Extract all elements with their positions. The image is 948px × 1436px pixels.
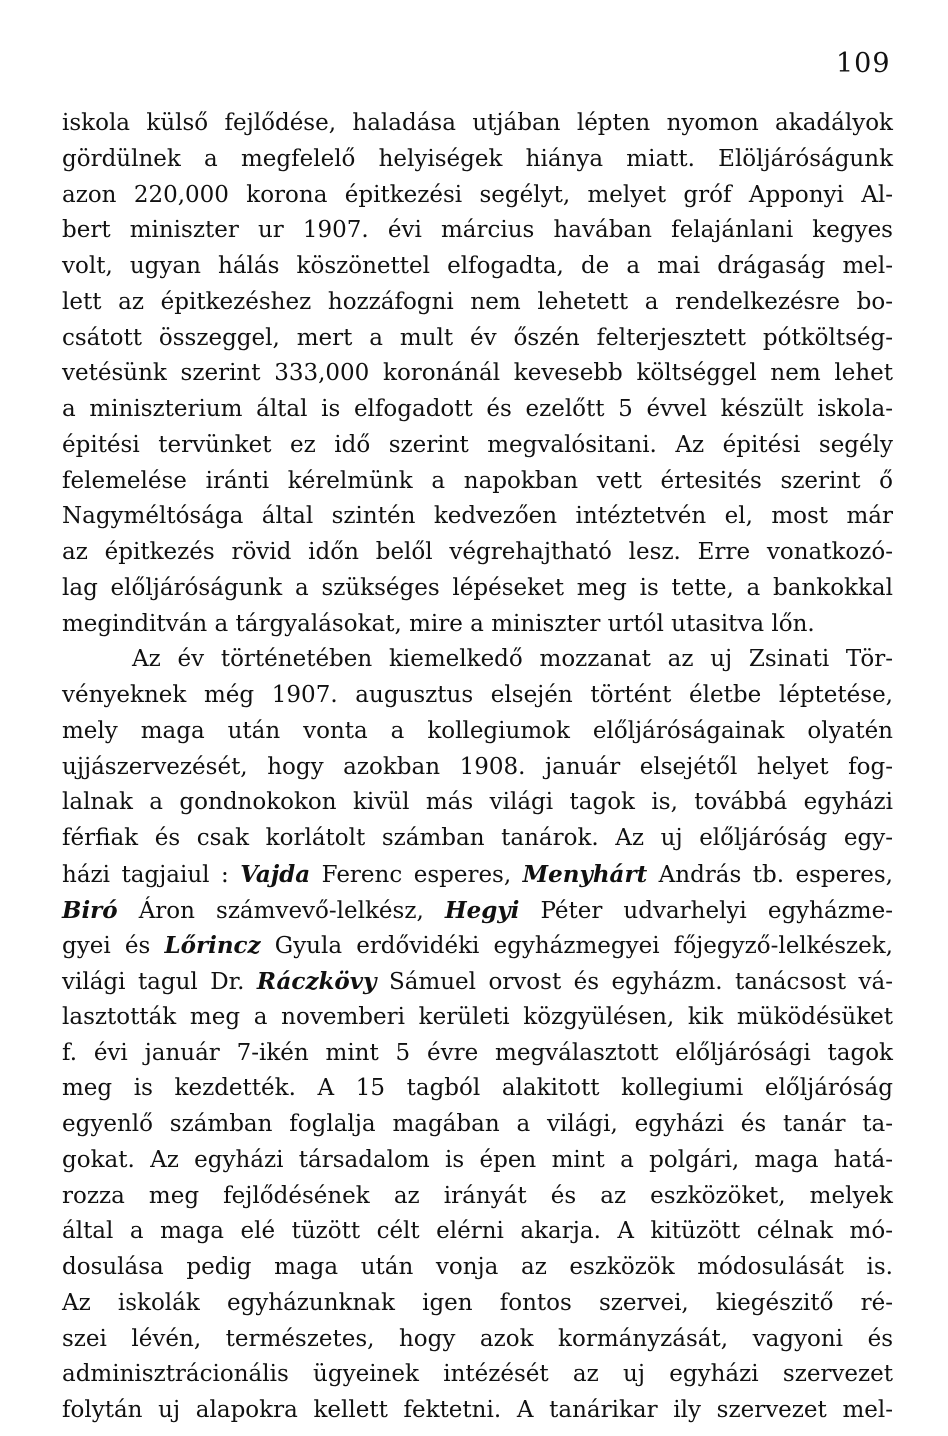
text-line — [62, 321, 893, 357]
text-line — [62, 464, 893, 500]
text-line — [62, 178, 893, 214]
text-segment: mely maga után vonta a kollegiumok előljáróságainak olyatén — [62, 717, 893, 744]
text-line — [62, 1143, 893, 1179]
text-line — [62, 1250, 893, 1286]
text-line — [62, 964, 893, 1000]
text-segment: gokat. Az egyházi társadalom is épen mint a polgári, maga hatá- — [62, 1146, 893, 1173]
text-segment: az épitkezés rövid időn belől végrehajtható lesz. Erre vonatkozó- — [62, 539, 893, 565]
text-line — [62, 1107, 893, 1143]
text-segment: felemelése iránti kérelmünk a napokban vett értesités szerint ő — [62, 467, 893, 494]
name-emphasis: Lőrincz — [164, 932, 261, 960]
text-line — [62, 785, 893, 821]
text-line — [62, 642, 893, 678]
name-emphasis: Hegyi — [444, 896, 520, 924]
text-segment: épitési tervünket ez idő szerint megvalósitani. Az épitési segély — [62, 431, 893, 458]
text-segment: folytán uj alapokra kellett fektetni. A tanárikar ily szervezet mel- — [62, 1397, 893, 1423]
text-segment: f. évi január 7-ikén mint 5 évre megválasztott előljárósági tagok — [62, 1039, 893, 1066]
text-segment: szei lévén, természetes, hogy azok kormányzását, vagyoni és — [62, 1325, 893, 1352]
text-segment: Gyula erdővidéki egyházmegyei főjegyző-lelkészek, — [260, 933, 893, 960]
text-segment: vényeknek még 1907. augusztus elsején történt életbe léptetése, — [62, 682, 893, 708]
text-line — [62, 1214, 893, 1250]
text-line — [62, 678, 893, 714]
text-line — [62, 249, 893, 285]
text-segment: házi tagjaiul : — [62, 861, 241, 888]
text-segment: lag előljáróságunk a szükséges lépéseket meg is tette, a bankokkal — [62, 574, 893, 601]
text-segment: bert miniszter ur 1907. évi március havában felajánlani kegyes — [62, 217, 893, 244]
text-segment: lasztották meg a novemberi kerületi közgyülésen, kik müködésüket — [62, 1003, 893, 1030]
text-segment: iskola külső fejlődése, haladása utjában lépten nyomon akadályok — [62, 110, 893, 136]
body-text — [62, 106, 893, 1429]
text-line — [62, 607, 893, 643]
text-line — [62, 571, 893, 607]
text-segment: ujjászervezését, hogy azokban 1908. január elsejétől helyet fog- — [62, 753, 893, 780]
text-segment: Az iskolák egyházunknak igen fontos szervei, kiegészitő ré- — [62, 1289, 893, 1316]
text-segment: csátott összeggel, mert a mult év őszén felterjesztett pótköltség- — [62, 324, 893, 351]
text-segment: lett az épitkezéshez hozzáfogni nem lehetett a rendelkezésre bo- — [62, 288, 893, 315]
text-segment: lalnak a gondnokokon kivül más világi tagok is, továbbá egyházi — [62, 789, 893, 816]
text-segment: meg is kezdették. A 15 tagból alakitott kollegiumi előljáróság — [62, 1075, 893, 1102]
text-line — [62, 1036, 893, 1072]
text-segment: férfiak és csak korlátolt számban tanárok. Az uj előljáróság egy- — [62, 825, 893, 851]
text-line — [62, 392, 893, 428]
text-segment: világi tagul Dr. — [62, 969, 257, 995]
name-emphasis: Vajda — [240, 860, 311, 888]
name-emphasis: Menyhárt — [522, 860, 648, 888]
text-line — [62, 1357, 893, 1393]
text-line — [62, 1071, 893, 1107]
text-line — [62, 928, 893, 964]
text-line — [62, 356, 893, 392]
text-line — [62, 285, 893, 321]
text-segment: Az év történetében kiemelkedő mozzanat az uj Zsinati Tör- — [132, 646, 893, 673]
text-segment: gyei és — [62, 933, 165, 960]
page-number: 109 — [836, 48, 891, 79]
text-segment: Sámuel orvost és egyházm. tanácsost vá- — [376, 969, 893, 995]
text-line — [62, 213, 893, 249]
text-line — [62, 142, 893, 178]
text-segment: rozza meg fejlődésének az irányát és az eszközöket, melyek — [62, 1182, 893, 1209]
text-line — [62, 714, 893, 750]
name-emphasis: Ráczkövy — [256, 968, 377, 995]
text-line — [62, 1000, 893, 1036]
text-line — [62, 1286, 893, 1322]
text-line — [62, 499, 893, 535]
text-segment: a miniszterium által is elfogadott és ezelőtt 5 évvel készült iskola- — [62, 396, 893, 422]
text-segment: Péter udvarhelyi egyházme- — [519, 897, 893, 924]
text-segment: dosulása pedig maga után vonja az eszközök módosulását is. — [62, 1254, 893, 1280]
text-line — [62, 821, 893, 857]
text-segment: Ferenc esperes, — [310, 861, 523, 888]
text-line — [62, 1393, 893, 1429]
text-line — [62, 428, 893, 464]
text-line — [62, 106, 893, 142]
text-segment: meginditván a tárgyalásokat, mire a miniszter urtól utasitva lőn. — [62, 610, 815, 637]
text-segment: András tb. esperes, — [647, 861, 893, 888]
text-line — [62, 893, 893, 929]
text-line — [62, 1179, 893, 1215]
text-line — [62, 857, 893, 893]
text-segment: Áron számvevő-lelkész, — [117, 897, 445, 924]
text-segment: gördülnek a megfelelő helyiségek hiánya miatt. Elöljáróságunk — [62, 145, 893, 172]
name-emphasis: Biró — [62, 896, 118, 924]
text-line — [62, 1322, 893, 1358]
text-line — [62, 750, 893, 786]
text-segment: azon 220,000 korona épitkezési segélyt, melyet gróf Apponyi Al- — [62, 181, 893, 208]
text-segment: egyenlő számban foglalja magában a világi, egyházi és tanár ta- — [62, 1111, 893, 1137]
text-segment: vetésünk szerint 333,000 koronánál kevesebb költséggel nem lehet — [62, 360, 893, 387]
text-segment: adminisztrácionális ügyeinek intézését az uj egyházi szervezet — [62, 1361, 893, 1388]
text-segment: által a maga elé tüzött célt elérni akarja. A kitüzött célnak mó- — [62, 1218, 893, 1245]
text-segment: Nagyméltósága által szintén kedvezően intéztetvén el, most már — [62, 503, 893, 530]
text-segment: volt, ugyan hálás köszönettel elfogadta, de a mai drágaság mel- — [62, 253, 893, 279]
text-line — [62, 535, 893, 571]
